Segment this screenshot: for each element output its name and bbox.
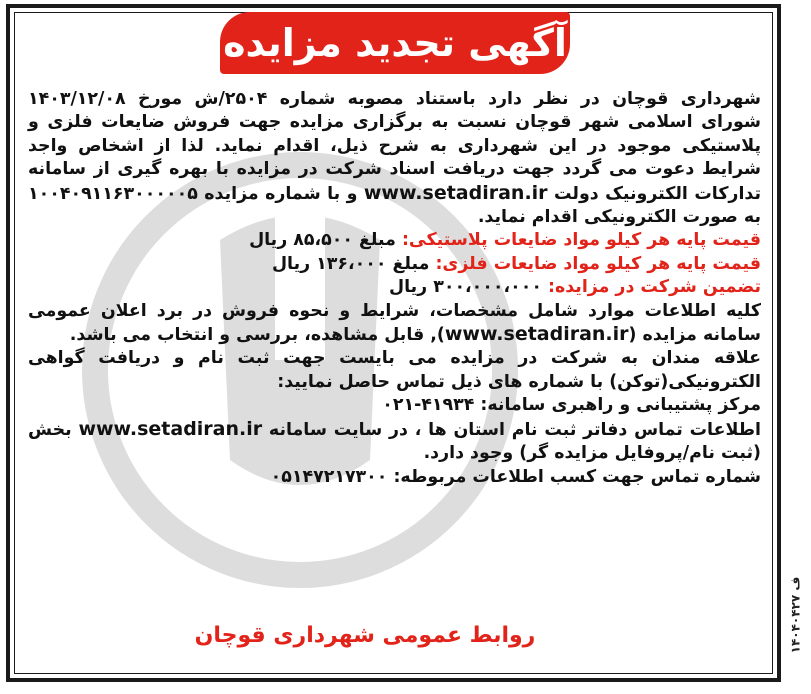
offices-paragraph	[28, 418, 761, 466]
side-code-text: ف ۱۴۰۴۰۴۲۷	[788, 576, 802, 654]
intro-text-1: شهرداری قوچان در نظر دارد باستناد مصوبه شماره ۲۵۰۴/ش مورخ ۱۴۰۳/۱۲/۰۸ شورای اسلامی شهر قوچان نسبت به برگزاری مزایده جهت فروش ضایعات فلزی و پلاستیکی موجود در این شهرداری به شرح ذیل، اقدام نماید. لذا از اشخاص واجد شرایط دعوت می گردد جهت دریافت اسناد شرکت در مزایده با بهره گیری از سامانه تدارکات الکترونیک دولت	[28, 89, 761, 204]
offices-text-2: بخش (ثبت نام/پروفایل مزایده گر) وجود دارد.	[28, 419, 761, 464]
intro-paragraph	[28, 88, 761, 229]
metal-price-label: قیمت پایه هر کیلو مواد ضایعات فلزی:	[435, 253, 761, 274]
intro-text-2: و با شماره مزایده ۱۰۰۴۰۹۱۱۶۳۰۰۰۰۰۵ به صورت الکترونیکی اقدام نماید.	[28, 183, 761, 228]
notice-body	[28, 88, 761, 489]
setadiran-link-1[interactable]: www.setadiran.ir	[363, 181, 548, 204]
guarantee-line	[28, 276, 761, 299]
guarantee-value: ۳۰۰،۰۰۰،۰۰۰ ریال	[389, 277, 542, 298]
contact-line: شماره تماس جهت کسب اطلاعات مربوطه: ۰۵۱۴۷۲۱۷۳۰۰	[270, 466, 761, 487]
offices-text-1: اطلاعات تماس دفاتر ثبت نام استان ها ، در سایت سامانه	[268, 419, 762, 440]
title-banner	[220, 12, 570, 74]
register-paragraph: علاقه مندان به شرکت در مزایده می بایست جهت ثبت نام و دریافت گواهی الکترونیکی(توکن) با شماره های ذیل تماس حاصل نمایید:	[28, 348, 761, 392]
info-text-2: ), قابل مشاهده، بررسی و انتخاب می باشد.	[69, 325, 445, 346]
metal-price-value: مبلغ ۱۳۶،۰۰۰ ریال	[271, 253, 430, 274]
setadiran-link-2[interactable]: www.setadiran.ir	[444, 323, 629, 346]
signature-public-relations: روابط عمومی شهرداری قوچان	[194, 623, 536, 648]
info-text-1: کلیه اطلاعات موارد شامل مشخصات، شرایط و نحوه فروش در برد اعلان عمومی سامانه مزایده (	[28, 300, 761, 346]
metal-price-line	[28, 253, 761, 276]
notice-title: آگهی تجدید مزایده	[223, 21, 567, 65]
guarantee-label: تضمین شرکت در مزایده:	[548, 277, 761, 298]
plastic-price-line	[28, 229, 761, 252]
setadiran-link-3[interactable]: www.setadiran.ir	[78, 417, 263, 440]
support-line: مرکز پشتیبانی و راهبری سامانه: ۴۱۹۳۴-۰۲۱	[382, 395, 761, 416]
plastic-price-value: مبلغ ۸۵،۵۰۰ ریال	[249, 230, 396, 251]
side-code	[783, 545, 807, 685]
info-paragraph	[28, 300, 761, 348]
plastic-price-label: قیمت پایه هر کیلو مواد ضایعات پلاستیکی:	[401, 230, 761, 251]
